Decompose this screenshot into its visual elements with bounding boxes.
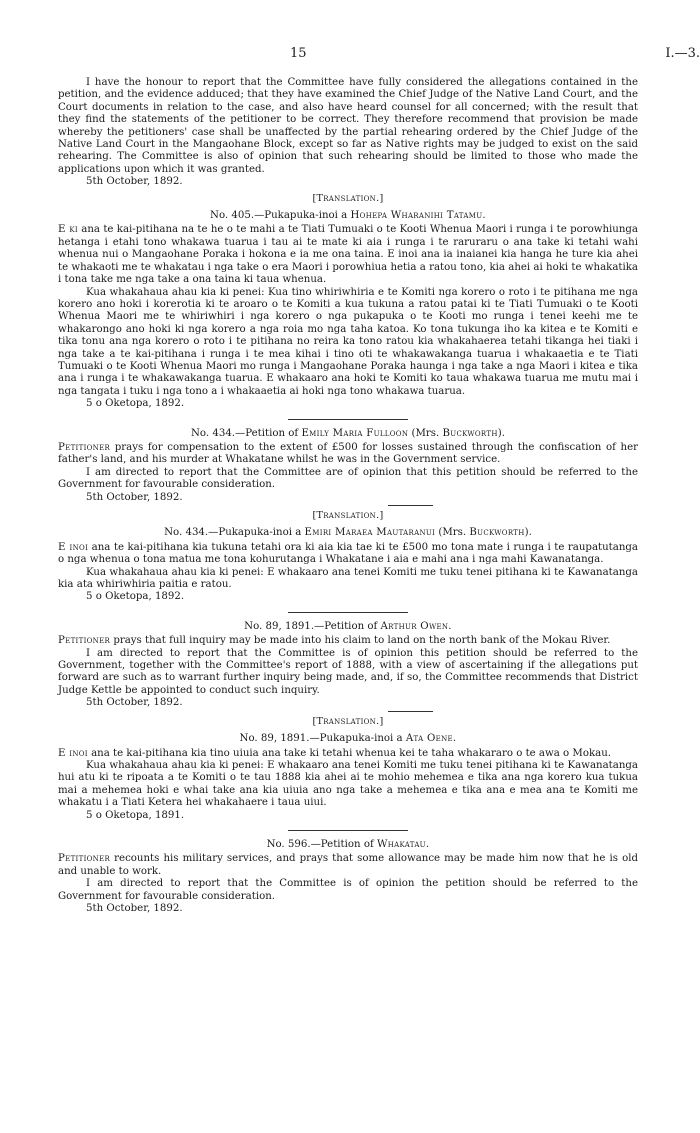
sec405-date: 5 o Oketopa, 1892. (86, 398, 185, 410)
intro-date: 5th October, 1892. (86, 176, 183, 188)
document-body (58, 77, 638, 915)
sec434-maori-paragraph-1 (58, 542, 638, 567)
document-reference: I.—3. (665, 46, 700, 61)
section-divider (288, 419, 408, 420)
sec405-p1-text: ana te kai-pitihana na te he o te mahi a te Tiati Tumuaki o te Kooti Whenua Maori i runga i te porowhiunga hetanga i etahi tono whakawa tuarua i tau ai te mate ki aia i runga i te raruraru o ana take ki tetahi wahi whenua nui o Mangaohane Poraka i hokona e ia me ona taina. E inoi ana ia inaianei kia hanga he ture kia ahei te whakaoti me te whakatau i nga take o era Maori i porowhiua hetia a ratou tono, kia ahei ai hoki te whakatika i tona take me nga take a ona taina ki taua whenua. (58, 224, 638, 286)
sec434-m-heading-open: (Mrs. (435, 527, 470, 539)
sec434-heading-prefix: No. 434.—Petition of (191, 427, 302, 439)
sec89-p1-text: prays that full inquiry may be made into his claim to land on the north bank of the Mokau River. (110, 635, 611, 647)
sec405-translation-label: [Translation.] (312, 192, 384, 204)
sec405-paragraph-1 (58, 224, 638, 286)
sec434-maori-date: 5 o Oketopa, 1892. (86, 591, 185, 603)
sec89-paragraph-1 (58, 635, 638, 647)
sec89-m-p1-text: ana te kai-pitihana kia tino uiuia ana take ki tetahi whenua kei te taha whakararo o te awa o Mokau. (87, 747, 612, 759)
sec596-date: 5th October, 1892. (86, 902, 183, 914)
sec596-p1-lead: Petitioner (58, 853, 111, 865)
sec434-m-heading-name: Emiri Maraea Mautaranui (304, 527, 436, 539)
sec434-heading-name: Emily Maria Fulloon (301, 427, 409, 439)
section-divider (288, 612, 408, 613)
sec89-maori-paragraph-2: Kua whakahaua ahau kia ki penei: E whakaaro ana tenei Komiti me tuku tenei pitihana ki te Kawanatanga hui atu ki te ripoata a te Komiti o te tau 1888 kia ahei ai te mohio mehemea e tika ana nga korero kua tukua mai a mehemea hoki e whai take ana kia uiuia ano nga take a mehemea e tika ana e mea ana te Komiti me whakatu i a Tiati Ketera hei whakahaere i taua uiui. (58, 759, 638, 809)
sec405-heading (58, 210, 638, 222)
sec405-paragraph-2: Kua whakahaua ahau kia ki penei: Kua tino whiriwhiria e te Komiti nga korero o roto i te pitihana me nga korero ano hoki i korerotia ki te aroaro o te Komiti a kua tukuna a ratou patai ki te Tiati Tumuaki o te Kooti Whenua Maori me te whiriwhiri i nga korero o nga pukapuka o te Kooti mo runga i tenei keehi me te whakarongo ano hoki ki nga korero a nga roia mo nga taha katoa. Ko tona tukunga iho ka kitea e te Komiti e tika tonu ana nga korero o roto i te pitihana no reira ka tono ratou kia whakahaerea tetahi tikanga hei tiaki i nga take a te kai-pitihana i runga i te mea kihai i tino oti te whakawakanga tuarua i whakaaetia e te Tiati Tumuaki o te Kooti Whenua Maori mo runga i Mangaohane Poraka haunga i nga take a nga Maori i kitea e tika ana i runga i te whakawakanga tuarua. E whakaaro ana hoki te Komiti ko taua whakawa tuarua me mutu mai i nga tangata i tuku i nga tono a i whakaaetia ai hoki nga tono whakawa tuarua. (58, 286, 638, 397)
sec434-m-heading-married-name: Buckworth (469, 527, 525, 539)
sec434-heading-close: ). (497, 427, 505, 439)
sec434-maori-paragraph-2: Kua whakahaua ahau kia ki penei: E whakaaro ana tenei Komiti me tuku tenei pitihana ki te Kawanatanga kia ata whiriwhiria paitia e ratou. (58, 566, 638, 591)
sec89-p1-lead: Petitioner (58, 635, 111, 647)
sec434-p1-lead: Petitioner (58, 441, 111, 453)
short-divider (388, 505, 433, 506)
sec596-paragraph-2: I am directed to report that the Committee is of opinion the petition should be referred to the Government for favourable consideration. (58, 878, 638, 902)
sec434-paragraph-2: I am directed to report that the Committee are of opinion that this petition should be referred to the Government for favourable consideration. (58, 466, 638, 491)
sec434-translation-label: [Translation.] (312, 510, 384, 521)
section-divider (288, 830, 408, 831)
sec596-heading-name: Whakatau. (376, 838, 430, 850)
sec434-heading-open: (Mrs. (408, 427, 443, 439)
sec434-m-heading-prefix: No. 434.—Pukapuka-inoi a (164, 527, 305, 539)
sec89-maori-date: 5 o Oketopa, 1891. (86, 809, 185, 821)
sec434-m-p1-text: ana te kai-pitihana kia tukuna tetahi ora ki aia kia tae ki te £500 mo tona mate i runga i te raupatutanga o nga whenua o tona matua me tona kohurutanga i Whakatane i aia e mahi ana i nga mahi Kawanatanga. (58, 541, 638, 566)
sec89-translation-label: [Translation.] (312, 715, 384, 727)
sec89-m-heading-prefix: No. 89, 1891.—Pukapuka-inoi a (239, 733, 406, 745)
sec89-paragraph-2: I am directed to report that the Committee is of opinion this petition should be referred to the Government, together with the Committee's report of 1888, with a view of ascertaining if the allegations put forward are such as to warrant further inquiry being made, and, if so, the Committee recommends that District Judge Kettle be appointed to conduct such inquiry. (58, 647, 638, 696)
sec89-heading (58, 621, 638, 633)
sec89-maori-paragraph-1 (58, 748, 638, 760)
sec596-heading (58, 839, 638, 851)
sec434-p1-text: prays for compensation to the extent of £500 for losses sustained through the confiscation of her father's land, and his murder at Whakatane whilst he was in the Government service. (58, 441, 638, 466)
sec434-paragraph-1 (58, 442, 638, 467)
sec89-maori-heading (58, 733, 638, 745)
sec89-date: 5th October, 1892. (86, 697, 183, 709)
sec405-heading-prefix: No. 405.—Pukapuka-inoi a (210, 210, 351, 222)
sec434-heading-married-name: Buckworth (442, 427, 498, 439)
sec405-p1-lead: E ki (58, 224, 78, 236)
page-number: 15 (290, 46, 307, 61)
sec596-paragraph-1 (58, 853, 638, 878)
sec89-heading-prefix: No. 89, 1891.—Petition of (244, 620, 381, 632)
sec405-heading-name: Hohepa Wharanihi Tatamu. (350, 210, 486, 222)
sec596-heading-prefix: No. 596.—Petition of (266, 838, 377, 850)
sec89-heading-name: Arthur Owen. (380, 620, 452, 632)
sec89-m-p1-lead: E inoi (58, 747, 88, 759)
sec596-p1-text: recounts his military services, and prays that some allowance may be made him now that he is old and unable to work. (58, 853, 638, 877)
intro-report: I have the honour to report that the Committee have fully considered the allegations contained in the petition, and the evidence adduced; that they have examined the Chief Judge of the Native Land Court, and the Court documents in relation to the case, and also have heard counsel for all concerned; with the result that they find the statements of the petitioner to be correct. They therefore recommend that provision be made whereby the petitioners' case shall be unaffected by the partial rehearing ordered by the Chief Judge of the Native Land Court in the Mangaohane Block, except so far as Native rights may be judged to exist on the said rehearing. The Committee is also of opinion that such rehearing should be limited to those who made the applications upon which it was granted. (58, 77, 638, 175)
sec434-m-p1-lead: E inoi (58, 541, 89, 553)
sec434-date: 5th October, 1892. (86, 491, 183, 503)
sec434-maori-heading (58, 527, 638, 539)
short-divider (388, 711, 433, 712)
sec434-m-heading-close: ). (524, 527, 532, 539)
sec434-heading (58, 428, 638, 440)
sec89-m-heading-name: Ata Oene. (405, 733, 457, 745)
